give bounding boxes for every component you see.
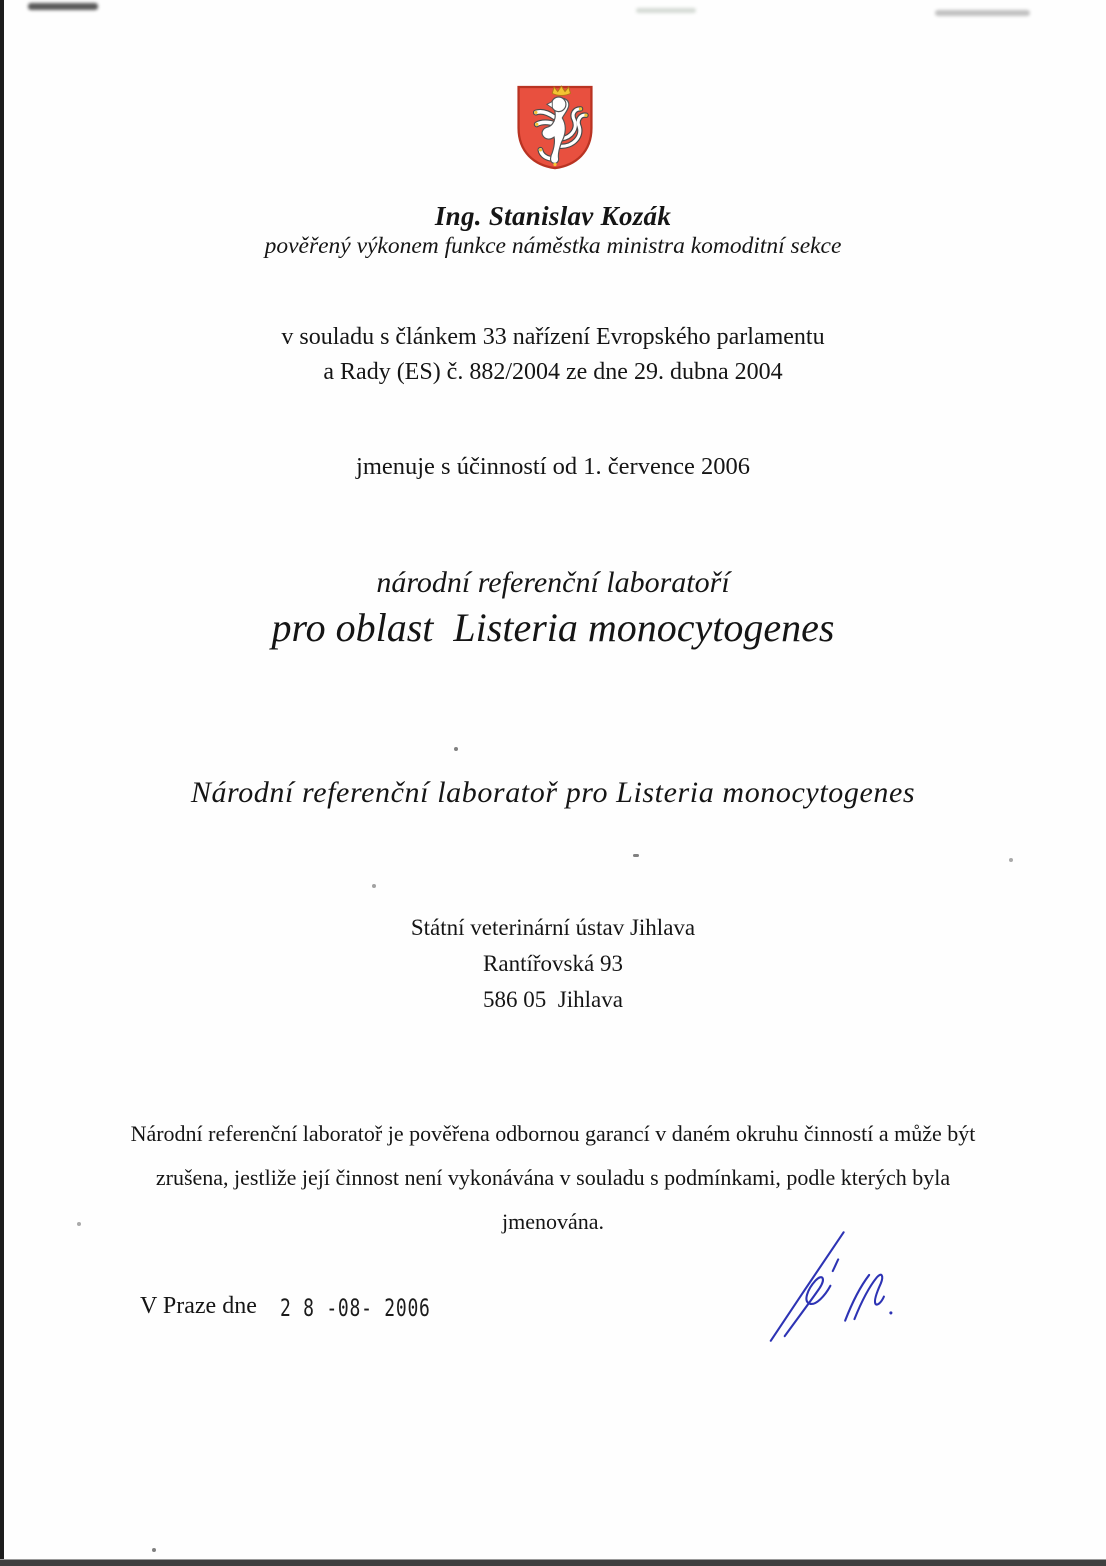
appointment-effective-line: jmenuje s účinností od 1. července 2006 [356,453,750,480]
address-line-3: 586 05 Jihlava [483,987,623,1012]
scan-artifact [636,8,696,13]
address-line-1: Státní veterinární ústav Jihlava [410,915,696,940]
note-line-1: Národní referenční laboratoř je pověřena odbornou garancí v daném okruhu činností a může být [130,1121,976,1146]
scan-artifact [372,884,376,888]
signatory-name: Ing. Stanislav Kozák [434,201,672,231]
designation-line-1: národní referenční laboratoří [376,566,730,599]
scan-edge-bottom [0,1559,1106,1566]
date-stamp: 2 8 -08- 2006 [280,1294,431,1322]
legal-basis-paragraph [0,320,1106,390]
place-label: V Praze dne [140,1293,257,1319]
address-line-2: Rantířovská 93 [483,951,623,976]
note-line-2: zrušena, jestliže její činnost není vykonávána v souladu s podmínkami, podle kterých byla jmenována. [155,1165,951,1234]
scan-artifact [633,854,639,857]
legal-basis-line-2: a Rady (ES) č. 882/2004 ze dne 29. dubna 2004 [323,359,783,385]
laboratory-address [0,910,1106,1018]
legal-basis-line-1: v souladu s článkem 33 nařízení Evropského parlamentu [281,324,825,350]
designation-line-2: pro oblast Listeria monocytogenes [271,605,835,650]
scan-artifact [1009,858,1013,862]
handwritten-signature [763,1216,918,1354]
scan-artifact [935,10,1030,16]
scan-artifact [152,1548,156,1552]
scan-artifact [454,747,458,751]
scan-artifact [28,3,98,10]
signatory-title: pověřený výkonem funkce náměstka ministra komoditní sekce [264,233,842,259]
coat-of-arms-icon [514,80,596,176]
scan-artifact [77,1222,81,1226]
laboratory-name: Národní referenční laboratoř pro Listeria monocytogenes [190,776,916,809]
